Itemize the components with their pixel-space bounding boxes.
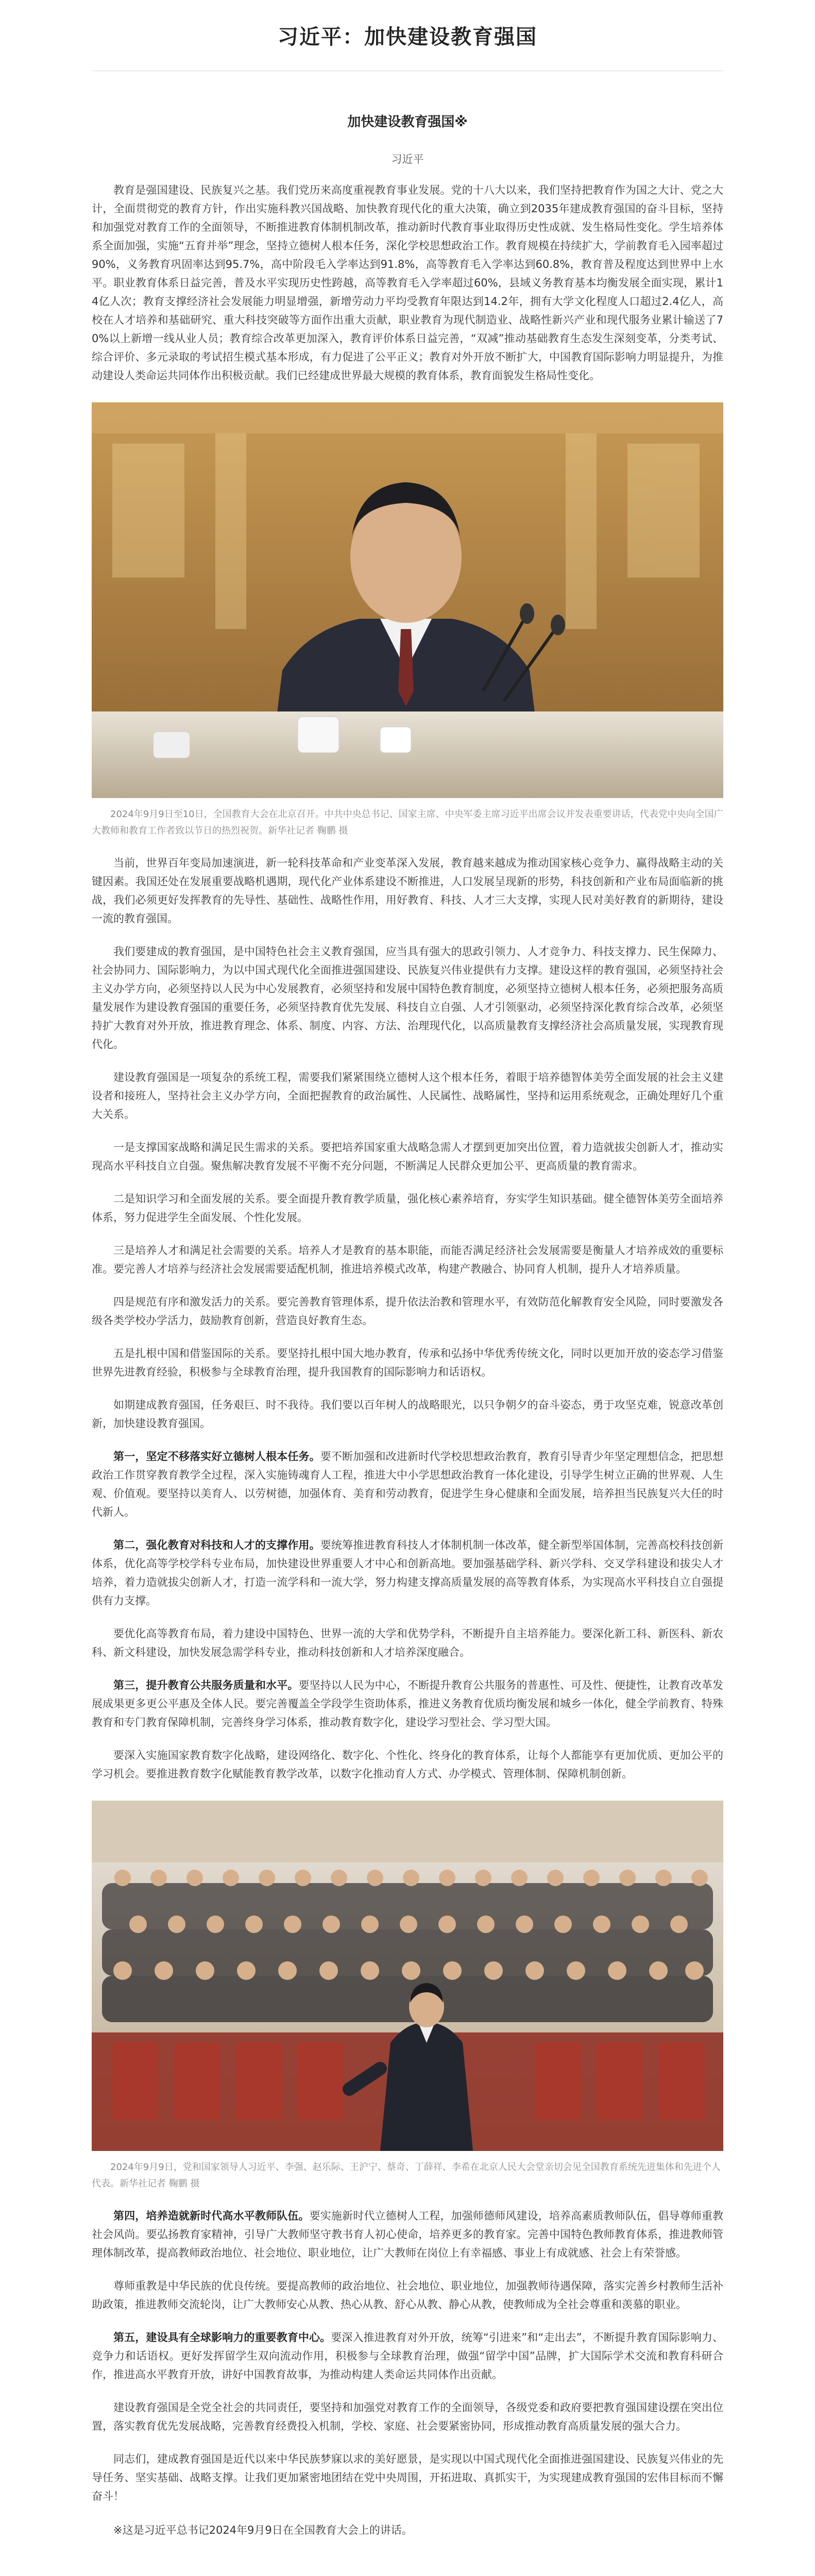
body-paragraph: 我们要建成的教育强国，是中国特色社会主义教育强国，应当具有强大的思政引领力、人才竞争力、科技支撑力、民生保障力、社会协同力、国际影响力，为以中国式现代化全面推进强国建设、民族复兴伟业提供有力支撑。建设这样的教育强国，必须坚持社会主义办学方向，必须坚持以人民为中心发展教育，必须坚持和发展中国特色教育制度，必须坚持立德树人根本任务，必须把服务高质量发展作为建设教育强国的重要任务，必须坚持教育优先发展、科技自立自强、人才引领驱动，必须坚持深化教育综合改革，必须坚持扩大教育对外开放，推进教育理念、体系、制度、内容、方法、治理现代化，以高质量教育支撑经济社会高质量发展，实现教育现代化。 (92, 945, 723, 1050)
body-paragraph: 教育是强国建设、民族复兴之基。我们党历来高度重视教育事业发展。党的十八大以来，我们坚持把教育作为国之大计、党之大计，全面贯彻党的教育方针，作出实施科教兴国战略、加快教育现代化的重大决策，确立到2035年建成教育强国的奋斗目标，坚持和加强党对教育工作的全面领导，不断推进教育体制机制改革，推动新时代教育事业取得历史性成就、发生格局性变化。学生培养体系全面加强，实施“五育并举”理念，坚持立德树人根本任务，深化学校思想政治工作。教育规模在持续扩大，学前教育毛入园率超过90%，义务教育巩固率达到95.7%，高中阶段毛入学率达到91.8%，高等教育毛入学率达到60.8%，教育普及程度达到世界中上水平。职业教育体系日益完善，普及水平实现历史性跨越，高等教育毛入学率超过60%，县域义务教育基本均衡发展全面实现，累计14亿人次；教育支撑经济社会发展能力明显增强，新增劳动力平均受教育年限达到14.2年，拥有大学文化程度人口超过2.4亿人，高校在人才培养和基础研究、重大科技突破等方面作出重大贡献，职业教育为现代制造业、战略性新兴产业和现代服务业累计输送了70%以上新增一线从业人员；教育综合改革更加深入，教育评价体系日益完善，“双减”推动基础教育生态发生深刻变革，分类考试、综合评价、多元录取的考试招生模式基本形成，有力促进了公平正义；教育对外开放不断扩大，中国教育国际影响力明显提升，为推动建设人类命运共同体作出积极贡献。我们已经建成世界最大规模的教育体系，教育面貌发生格局性变化。 (92, 184, 723, 382)
photo-group-meeting-image (92, 1801, 723, 2151)
body-paragraph: 第一，坚定不移落实好立德树人根本任务。要不断加强和改进新时代学校思想政治教育，教育引导青少年坚定理想信念，把思想政治工作贯穿教育教学全过程，深入实施铸魂育人工程，推进大中小学思想政治教育一体化建设，引导学生树立正确的世界观、人生观、价值观。要坚持以美育人、以劳树德，加强体育、美育和劳动教育，促进学生身心健康和全面发展，培养担当民族复兴大任的时代新人。 (92, 1450, 723, 1518)
article-footnote: ※这是习近平总书记2024年9月9日在全国教育大会上的讲话。 (113, 2524, 413, 2536)
article-author: 习近平 (391, 153, 424, 165)
body-paragraph: 第二，强化教育对科技和人才的支撑作用。要统筹推进教育科技人才体制机制一体改革，健全新型举国体制，完善高校科技创新体系，优化高等学校学科专业布局，加快建设世界重要人才中心和创新高地。要加强基础学科、新兴学科、交叉学科建设和拔尖人才培养，着力造就拔尖创新人才，打造一流学科和一流大学，努力构建支撑高质量发展的高等教育体系，为实现高水平科技自立自强提供有力支撑。 (92, 1539, 723, 1607)
body-paragraph: 建设教育强国是全党全社会的共同责任，要坚持和加强党对教育工作的全面领导，各级党委和政府要把教育强国建设摆在突出位置，落实教育优先发展战略，完善教育经费投入机制，学校、家庭、社会要紧密协同，形成推动教育高质量发展的强大合力。 (92, 2401, 723, 2432)
body-paragraph: 当前，世界百年变局加速演进，新一轮科技革命和产业变革深入发展，教育越来越成为推动国家核心竞争力、赢得战略主动的关键因素。我国还处在发展重要战略机遇期，现代化产业体系建设不断推进，人口发展呈现新的形势，科技创新和产业布局面临新的挑战，我们必须更好发挥教育的先导性、基础性、战略性作用，用好教育、科技、人才三大支撑，实现人民对美好教育的新期待，建设一流的教育强国。 (92, 857, 723, 925)
page-title: 习近平：加快建设教育强国 (278, 25, 537, 49)
body-paragraph: 要优化高等教育布局，着力建设中国特色、世界一流的大学和优势学科，不断提升自主培养能力。要深化新工科、新医科、新农科、新文科建设，加快发展急需学科专业，推动科技创新和人才培养深度融合。 (92, 1628, 723, 1658)
body-paragraph: 如期建成教育强国，任务艰巨、时不我待。我们要以百年树人的战略眼光，以只争朝夕的奋斗姿态，勇于攻坚克难，锐意改革创新，加快建设教育强国。 (92, 1399, 723, 1430)
photo-conference-speech-image (92, 402, 723, 798)
figure-group-meeting (92, 1801, 723, 2192)
article-subtitle: 加快建设教育强国※ (347, 114, 468, 130)
body-paragraph: 尊师重教是中华民族的优良传统。要提高教师的政治地位、社会地位、职业地位，加强教师待遇保障，落实完善乡村教师生活补助政策，推进教师交流轮岗，让广大教师安心从教、热心从教、舒心从教、静心从教，使教师成为全社会尊重和羡慕的职业。 (92, 2280, 723, 2311)
body-paragraph: 第四，培养造就新时代高水平教师队伍。要实施新时代立德树人工程，加强师德师风建设，培养高素质教师队伍，倡导尊师重教社会风尚。要弘扬教育家精神，引导广大教师坚守教书育人初心使命，培养更多的教育家。完善中国特色教师教育体系，推进教师管理体制改革，提高教师政治地位、社会地位、职业地位，让广大教师在岗位上有幸福感、事业上有成就感、社会上有荣誉感。 (92, 2210, 724, 2259)
paragraph-lead: 第四，培养造就新时代高水平教师队伍。 (113, 2210, 310, 2222)
paragraph-lead: 第三，提升教育公共服务质量和水平。 (113, 1679, 299, 1691)
body-paragraph: 第三，提升教育公共服务质量和水平。要坚持以人民为中心，不断提升教育公共服务的普惠性、可及性、便捷性，让教育改革发展成果更多更公平惠及全体人民。要完善覆盖全学段学生资助体系，推进义务教育优质均衡发展和城乡一体化，健全学前教育、特殊教育和专门教育保障机制，完善终身学习体系，推动教育数字化，建设学习型社会、学习型大国。 (92, 1679, 724, 1728)
body-paragraph: 一是支撑国家战略和满足民生需求的关系。要把培养国家重大战略急需人才摆到更加突出位置，着力造就拔尖创新人才，推动实现高水平科技自立自强。聚焦解决教育发展不平衡不充分问题，不断满足人民群众更加公平、更高质量的教育需求。 (92, 1141, 723, 1172)
body-paragraph: 四是规范有序和激发活力的关系。要完善教育管理体系，提升依法治教和管理水平，有效防范化解教育安全风险，同时要激发各级各类学校办学活力，鼓励教育创新，营造良好教育生态。 (92, 1296, 723, 1327)
paragraph-lead: 第二，强化教育对科技和人才的支撑作用。 (113, 1539, 320, 1551)
figure-conference-speech (92, 402, 723, 839)
body-paragraph: 第五，建设具有全球影响力的重要教育中心。要深入推进教育对外开放，统筹“引进来”和“走出去”，不断提升教育国际影响力、竞争力和话语权。更好发挥留学生双向流动作用，积极参与全球教育治理，做强“留学中国”品牌，扩大国际学术交流和教育科研合作，推进高水平教育开放，讲好中国教育故事，为推动构建人类命运共同体作出贡献。 (92, 2331, 724, 2381)
photo-conference-speech (92, 402, 723, 798)
body-paragraph: 建设教育强国是一项复杂的系统工程，需要我们紧紧围绕立德树人这个根本任务，着眼于培养德智体美劳全面发展的社会主义建设者和接班人，坚持社会主义办学方向，全面把握教育的政治属性、人民属性、战略属性，坚持和运用系统观念，正确处理好几个重大关系。 (92, 1071, 723, 1121)
figure-caption: 2024年9月9日至10日，全国教育大会在北京召开。中共中央总书记、国家主席、中央军委主席习近平出席会议并发表重要讲话，代表党中央向全国广大教师和教育工作者致以节日的热烈祝贺。新华社记者 鞠鹏 摄 (92, 809, 723, 836)
photo-group-meeting (92, 1801, 723, 2151)
body-paragraph: 要深入实施国家教育数字化战略，建设网络化、数字化、个性化、终身化的教育体系，让每个人都能享有更加优质、更加公平的学习机会。要推进教育数字化赋能教育教学改革，以数字化推动育人方式、办学模式、管理体制、保障机制创新。 (92, 1749, 723, 1780)
paragraph-lead: 第一，坚定不移落实好立德树人根本任务。 (113, 1450, 320, 1463)
figure-caption: 2024年9月9日，党和国家领导人习近平、李强、赵乐际、王沪宁、蔡奇、丁薛祥、李希在北京人民大会堂亲切会见全国教育系统先进集体和先进个人代表。新华社记者 鞠鹏 摄 (92, 2162, 721, 2189)
paragraph-lead: 第五，建设具有全球影响力的重要教育中心。 (113, 2331, 331, 2344)
body-paragraph: 同志们，建成教育强国是近代以来中华民族梦寐以求的美好愿景，是实现以中国式现代化全面推进强国建设、民族复兴伟业的先导任务、坚实基础、战略支撑。让我们更加紧密地团结在党中央周围，开拓进取、真抓实干，为实现建成教育强国的宏伟目标而不懈奋斗！ (92, 2453, 723, 2502)
body-paragraph: 五是扎根中国和借鉴国际的关系。要坚持扎根中国大地办教育，传承和弘扬中华优秀传统文化，同时以更加开放的姿态学习借鉴世界先进教育经验，积极参与全球教育治理，提升我国教育的国际影响力和话语权。 (92, 1347, 723, 1378)
body-paragraph: 二是知识学习和全面发展的关系。要全面提升教育教学质量，强化核心素养培育，夯实学生知识基础。健全德智体美劳全面培养体系，努力促进学生全面发展、个性化发展。 (92, 1193, 723, 1224)
body-paragraph: 三是培养人才和满足社会需要的关系。培养人才是教育的基本职能，而能否满足经济社会发展需要是衡量人才培养成效的重要标准。要完善人才培养与经济社会发展需要适配机制，推进培养模式改革，构建产教融合、协同育人机制，提升人才培养质量。 (92, 1244, 723, 1275)
